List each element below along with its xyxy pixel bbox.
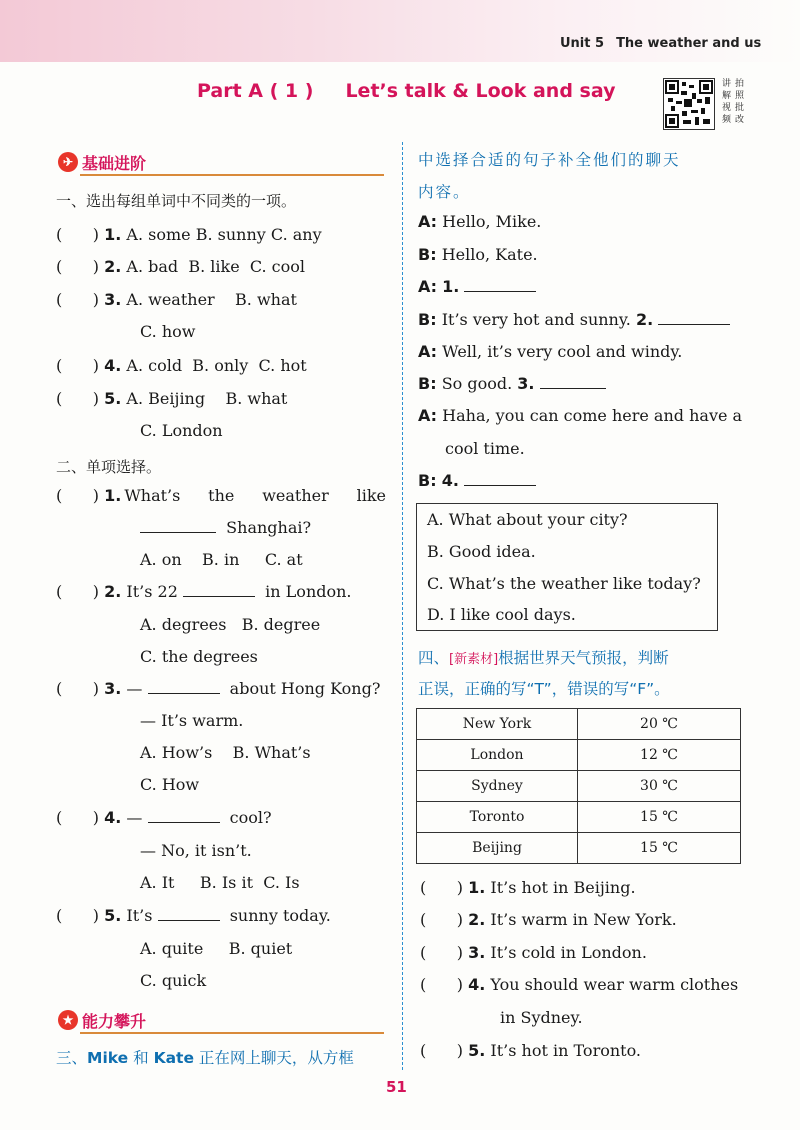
answer-blank[interactable] <box>148 679 220 694</box>
dialog-line: A: Well, it’s very cool and windy. <box>418 342 683 361</box>
section2-title: 二、单项选择。 <box>56 458 162 476</box>
q1-3-c: C. how <box>140 322 196 341</box>
section3-title: 三、Mike 和 Kate 正在网上聊天，从方框 <box>56 1049 354 1067</box>
unit-label: Unit 5 The weather and us <box>560 36 762 51</box>
option-item: A. What about your city? <box>427 510 628 529</box>
q1-3: ( ) 3. A. weather B. what <box>56 290 297 309</box>
dialog-line: B: 4. <box>418 471 536 490</box>
answer-blank[interactable] <box>140 518 216 533</box>
answer-blank[interactable] <box>464 471 536 486</box>
q2-1: ( ) 1. What’s the weather like <box>56 486 386 505</box>
column-divider <box>402 142 403 1070</box>
tf-item: ( ) 1. It’s hot in Beijing. <box>420 878 636 897</box>
tf-item: ( ) 5. It’s hot in Toronto. <box>420 1041 642 1060</box>
dialog-line-cont: cool time. <box>445 439 525 458</box>
table-row: Sydney 30 ℃ <box>417 771 741 802</box>
banner-basic: ✈ 基础进阶 <box>54 150 384 176</box>
dialog-line: A: Hello, Mike. <box>418 212 542 231</box>
q2-2-opts: A. degrees B. degree <box>140 615 321 634</box>
q1-2: ( ) 2. A. bad B. like C. cool <box>56 257 306 276</box>
qr-code-icon[interactable] <box>663 78 715 130</box>
q2-2-c: C. the degrees <box>140 647 258 666</box>
answer-blank[interactable] <box>183 582 255 597</box>
q2-5-opts: A. quite B. quiet <box>140 939 293 958</box>
trophy-icon: ★ <box>58 1010 78 1030</box>
q2-3-reply: — It’s warm. <box>140 711 244 730</box>
qr-labels: 讲 拍 解 照 视 批 频 改 <box>721 79 744 125</box>
page-number: 51 <box>386 1078 407 1096</box>
q2-1-opts: A. on B. in C. at <box>140 550 303 569</box>
q1-5: ( ) 5. A. Beijing B. what <box>56 389 288 408</box>
q2-4-opts: A. It B. Is it C. Is <box>140 873 300 892</box>
tf-item-cont: in Sydney. <box>500 1008 583 1027</box>
q2-4: ( ) 4. — cool? <box>56 808 272 827</box>
q2-5-c: C. quick <box>140 971 207 990</box>
dialog-line: A: 1. <box>418 277 536 296</box>
q2-4-reply: — No, it isn’t. <box>140 841 252 860</box>
rocket-icon: ✈ <box>58 152 78 172</box>
q2-3-c: C. How <box>140 775 200 794</box>
answer-blank[interactable] <box>658 310 730 325</box>
option-item: D. I like cool days. <box>427 605 576 624</box>
dialog-line: B: Hello, Kate. <box>418 245 538 264</box>
weather-table <box>416 708 741 864</box>
q2-1-l2: Shanghai? <box>140 518 311 537</box>
q1-4: ( ) 4. A. cold B. only C. hot <box>56 356 307 375</box>
option-item: C. What’s the weather like today? <box>427 574 701 593</box>
page-title: Part A ( 1 ) Let’s talk & Look and say <box>197 80 616 102</box>
tf-item: ( ) 3. It’s cold in London. <box>420 943 647 962</box>
table-row: New York 20 ℃ <box>417 709 741 740</box>
table-row: Beijing 15 ℃ <box>417 833 741 864</box>
q2-3: ( ) 3. — about Hong Kong? <box>56 679 381 698</box>
section3-title-cont2: 内容。 <box>418 183 471 201</box>
dialog-line: B: It’s very hot and sunny. 2. <box>418 310 730 329</box>
tf-item: ( ) 4. You should wear warm clothes <box>420 975 739 994</box>
q2-3-opts: A. How’s B. What’s <box>140 743 311 762</box>
table-row: Toronto 15 ℃ <box>417 802 741 833</box>
dialog-line: B: So good. 3. <box>418 374 606 393</box>
option-item: B. Good idea. <box>427 542 536 561</box>
answer-blank[interactable] <box>148 808 220 823</box>
q2-5: ( ) 5. It’s sunny today. <box>56 906 331 925</box>
options-box <box>416 503 718 631</box>
tf-item: ( ) 2. It’s warm in New York. <box>420 910 677 929</box>
dialog-line: A: Haha, you can come here and have a <box>418 406 743 425</box>
answer-blank[interactable] <box>540 374 606 389</box>
q1-1: ( ) 1. A. some B. sunny C. any <box>56 225 322 244</box>
answer-blank[interactable] <box>158 906 220 921</box>
section4-title-cont: 正误，正确的写“T”，错误的写“F”。 <box>418 680 670 698</box>
section3-title-cont: 中选择合适的句子补全他们的聊天 <box>418 151 681 169</box>
answer-blank[interactable] <box>464 277 536 292</box>
section1-title: 一、选出每组单词中不同类的一项。 <box>56 192 297 210</box>
section4-title: 四、[新素材]根据世界天气预报，判断 <box>418 649 669 667</box>
header-band <box>0 0 800 62</box>
banner-ability: ★ 能力攀升 <box>54 1008 384 1034</box>
table-row: London 12 ℃ <box>417 740 741 771</box>
q2-2: ( ) 2. It’s 22 in London. <box>56 582 352 601</box>
q1-5-c: C. London <box>140 421 223 440</box>
